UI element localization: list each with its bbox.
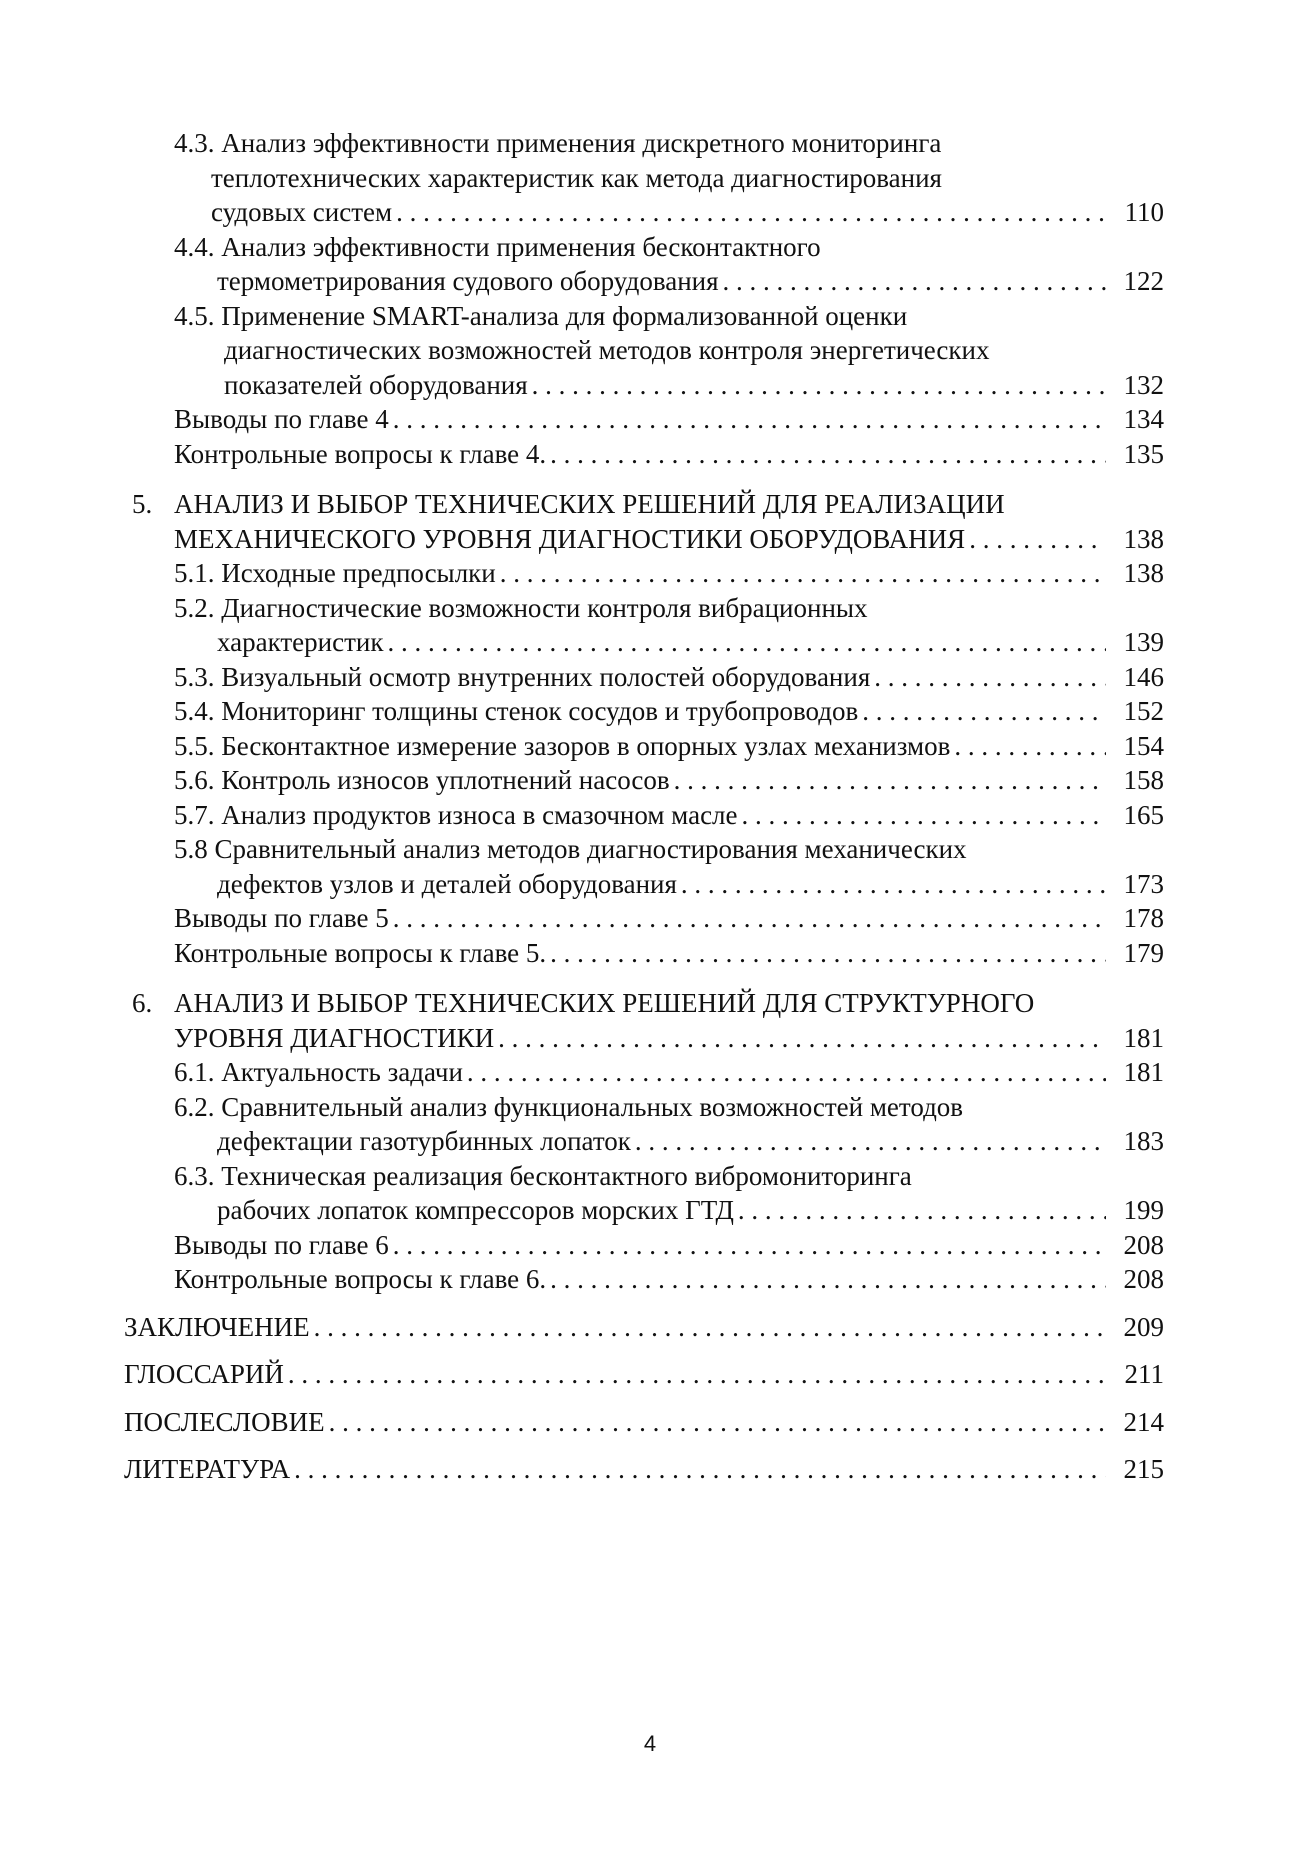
toc-entry-text: Контрольные вопросы к главе 6.	[174, 1264, 547, 1294]
dot-leader	[954, 729, 1106, 764]
toc-entry-4-5-line2	[124, 333, 1164, 368]
toc-entry-text: 5.3. Визуальный осмотр внутренних полостей оборудования	[174, 661, 871, 692]
toc-entry-4-3-line2	[124, 161, 1164, 196]
toc-page-number: 138	[1123, 523, 1164, 554]
toc-page-number: 178	[1123, 903, 1164, 933]
toc-entry-5-7[interactable]	[124, 798, 1164, 833]
toc-page-number: 209	[1123, 1311, 1164, 1342]
toc-page-number: 208	[1123, 1229, 1164, 1260]
toc-entry-6-1[interactable]	[124, 1055, 1164, 1090]
toc-entry-literature[interactable]	[124, 1452, 1164, 1487]
toc-entry-text: дефектов узлов и деталей оборудования	[217, 868, 677, 899]
toc-entry-5-3[interactable]	[124, 660, 1164, 695]
dot-leader	[396, 195, 1106, 230]
toc-page-number: 211	[1124, 1359, 1164, 1389]
toc-entry-text: 5.4. Мониторинг толщины стенок сосудов и трубопроводов	[174, 696, 859, 726]
toc-entry-4-4[interactable]	[124, 264, 1164, 299]
toc-page-number: 183	[1123, 1126, 1164, 1156]
toc-entry-4-3[interactable]	[124, 195, 1164, 230]
toc-entry-5-8[interactable]	[124, 867, 1164, 902]
dot-leader	[387, 625, 1106, 660]
toc-entry-4-5[interactable]	[124, 368, 1164, 403]
dot-leader	[742, 798, 1106, 833]
toc-page-number: 122	[1123, 266, 1164, 296]
toc-entry-5-4[interactable]	[124, 694, 1164, 729]
toc-page-number: 152	[1123, 696, 1164, 726]
toc-chapter-title: АНАЛИЗ И ВЫБОР ТЕХНИЧЕСКИХ РЕШЕНИЙ ДЛЯ РЕАЛИЗАЦИИ	[174, 489, 1005, 519]
toc-entry-conclusions-4[interactable]	[124, 402, 1164, 437]
toc-entry-text: теплотехнических характеристик как метода диагностирования	[211, 162, 942, 193]
toc-entry-6-2[interactable]	[124, 1124, 1164, 1159]
dot-leader	[635, 1124, 1106, 1159]
dot-leader	[393, 1228, 1106, 1263]
toc-page-number: 173	[1123, 868, 1164, 899]
dot-leader	[550, 936, 1106, 971]
toc-chapter-5-line1	[124, 487, 1164, 522]
toc-entry-text: 6.2. Сравнительный анализ функциональных возможностей методов	[174, 1091, 964, 1122]
toc-page-number: 134	[1123, 404, 1164, 434]
toc-entry-conclusions-6[interactable]	[124, 1228, 1164, 1263]
toc-entry-text: ЗАКЛЮЧЕНИЕ	[124, 1311, 310, 1342]
toc-page-number: 146	[1123, 661, 1164, 692]
toc-entry-text: судовых систем	[211, 197, 393, 227]
toc-entry-afterword[interactable]	[124, 1405, 1164, 1440]
dot-leader	[314, 1310, 1106, 1345]
toc-entry-text: Контрольные вопросы к главе 4.	[174, 438, 547, 469]
dot-leader	[738, 1193, 1106, 1228]
toc-page-number: 199	[1123, 1195, 1164, 1225]
page-number-footer: 4	[643, 1731, 657, 1756]
toc-entry-5-5[interactable]	[124, 729, 1164, 764]
toc-entry-text: показателей оборудования	[224, 369, 528, 400]
toc-entry-6-2-line1	[124, 1090, 1164, 1125]
toc-page-number: 158	[1123, 765, 1164, 795]
toc-entry-5-2[interactable]	[124, 625, 1164, 660]
toc-entry-5-8-line1	[124, 832, 1164, 867]
toc-page-number: 135	[1123, 438, 1164, 469]
toc-entry-6-3[interactable]	[124, 1193, 1164, 1228]
toc-entry-text: 5.2. Диагностические возможности контроля вибрационных	[174, 592, 868, 623]
toc-entry-glossary[interactable]	[124, 1357, 1164, 1392]
toc-page-number: 181	[1123, 1057, 1164, 1087]
dot-leader	[862, 694, 1106, 729]
toc-entry-text: термометрирования судового оборудования	[217, 266, 719, 296]
toc-page-number: 110	[1124, 197, 1164, 227]
toc-page-number: 214	[1123, 1406, 1164, 1437]
toc-page-number: 154	[1123, 730, 1164, 761]
toc-chapter-title: АНАЛИЗ И ВЫБОР ТЕХНИЧЕСКИХ РЕШЕНИЙ ДЛЯ СТРУКТУРНОГО	[174, 988, 1035, 1018]
toc-entry-text: дефектации газотурбинных лопаток	[217, 1126, 631, 1156]
toc-entry-text: 4.4. Анализ эффективности применения бесконтактного	[174, 231, 821, 262]
toc-page-number: 165	[1123, 799, 1164, 830]
toc-entry-text: 5.7. Анализ продуктов износа в смазочном масле	[174, 799, 738, 830]
toc-entry-conclusion[interactable]	[124, 1310, 1164, 1345]
toc-entry-text: 5.1. Исходные предпосылки	[174, 558, 496, 588]
toc-page-number: 132	[1123, 369, 1164, 400]
toc-entry-4-3-line1	[124, 126, 1164, 161]
dot-leader	[723, 264, 1106, 299]
dot-leader	[674, 763, 1106, 798]
toc-entry-text: диагностических возможностей методов контроля энергетических	[224, 335, 990, 365]
toc-entry-text: 4.5. Применение SMART-анализа для формализованной оценки	[174, 300, 908, 331]
toc-page-number: 215	[1123, 1454, 1164, 1484]
dot-leader	[681, 867, 1106, 902]
chapter-number: 5.	[132, 489, 153, 519]
toc-entry-text: 6.3. Техническая реализация бесконтактного вибромониторинга	[174, 1160, 912, 1191]
toc-entry-text: 6.1. Актуальность задачи	[174, 1057, 463, 1087]
dot-leader	[329, 1405, 1106, 1440]
toc-page-number: 138	[1123, 558, 1164, 588]
toc-entry-text: Выводы по главе 4	[174, 404, 389, 434]
dot-leader	[874, 660, 1106, 695]
toc-entry-text: 5.5. Бесконтактное измерение зазоров в опорных узлах механизмов	[174, 730, 951, 761]
toc-entry-text: Контрольные вопросы к главе 5.	[174, 937, 547, 968]
dot-leader	[288, 1357, 1106, 1392]
toc-entry-5-1[interactable]	[124, 556, 1164, 591]
toc-entry-5-6[interactable]	[124, 763, 1164, 798]
toc-entry-text: характеристик	[217, 627, 384, 657]
toc-entry-text: Выводы по главе 5	[174, 903, 389, 933]
dot-leader	[550, 1262, 1106, 1297]
dot-leader	[969, 522, 1106, 557]
dot-leader	[532, 368, 1106, 403]
toc-entry-questions-6[interactable]	[124, 1262, 1164, 1297]
toc-entry-text: 5.6. Контроль износов уплотнений насосов	[174, 765, 670, 795]
toc-entry-4-4-line1	[124, 230, 1164, 265]
toc-entry-5-2-line1	[124, 591, 1164, 626]
dot-leader	[393, 901, 1106, 936]
toc-entry-questions-5[interactable]	[124, 936, 1164, 971]
toc-chapter-6[interactable]	[124, 1021, 1164, 1056]
toc-page-number: 139	[1123, 627, 1164, 657]
toc-entry-text: Выводы по главе 6	[174, 1229, 389, 1260]
dot-leader	[550, 437, 1106, 472]
dot-leader	[498, 1021, 1106, 1056]
toc-page-number: 179	[1123, 937, 1164, 968]
table-of-contents	[124, 126, 1164, 1487]
toc-entry-6-3-line1	[124, 1159, 1164, 1194]
toc-page-number: 208	[1123, 1264, 1164, 1294]
dot-leader	[500, 556, 1106, 591]
toc-chapter-6-line1	[124, 986, 1164, 1021]
toc-entry-text: 4.3. Анализ эффективности применения дискретного мониторинга	[174, 128, 942, 158]
dot-leader	[393, 402, 1106, 437]
dot-leader	[467, 1055, 1106, 1090]
toc-chapter-title: МЕХАНИЧЕСКОГО УРОВНЯ ДИАГНОСТИКИ ОБОРУДОВАНИЯ	[174, 523, 966, 554]
chapter-number: 6.	[132, 988, 153, 1018]
toc-entry-text: ЛИТЕРАТУРА	[124, 1454, 291, 1484]
toc-entry-text: ПОСЛЕСЛОВИЕ	[124, 1406, 325, 1437]
dot-leader	[294, 1452, 1106, 1487]
toc-entry-questions-4[interactable]	[124, 437, 1164, 472]
toc-entry-4-5-line1	[124, 299, 1164, 334]
toc-page-number: 181	[1123, 1022, 1164, 1053]
toc-chapter-5[interactable]	[124, 522, 1164, 557]
toc-entry-text: 5.8 Сравнительный анализ методов диагностирования механических	[174, 834, 967, 864]
toc-entry-text: рабочих лопаток компрессоров морских ГТД	[217, 1195, 734, 1225]
toc-entry-text: ГЛОССАРИЙ	[124, 1359, 284, 1389]
toc-chapter-title: УРОВНЯ ДИАГНОСТИКИ	[174, 1022, 495, 1053]
toc-entry-conclusions-5[interactable]	[124, 901, 1164, 936]
